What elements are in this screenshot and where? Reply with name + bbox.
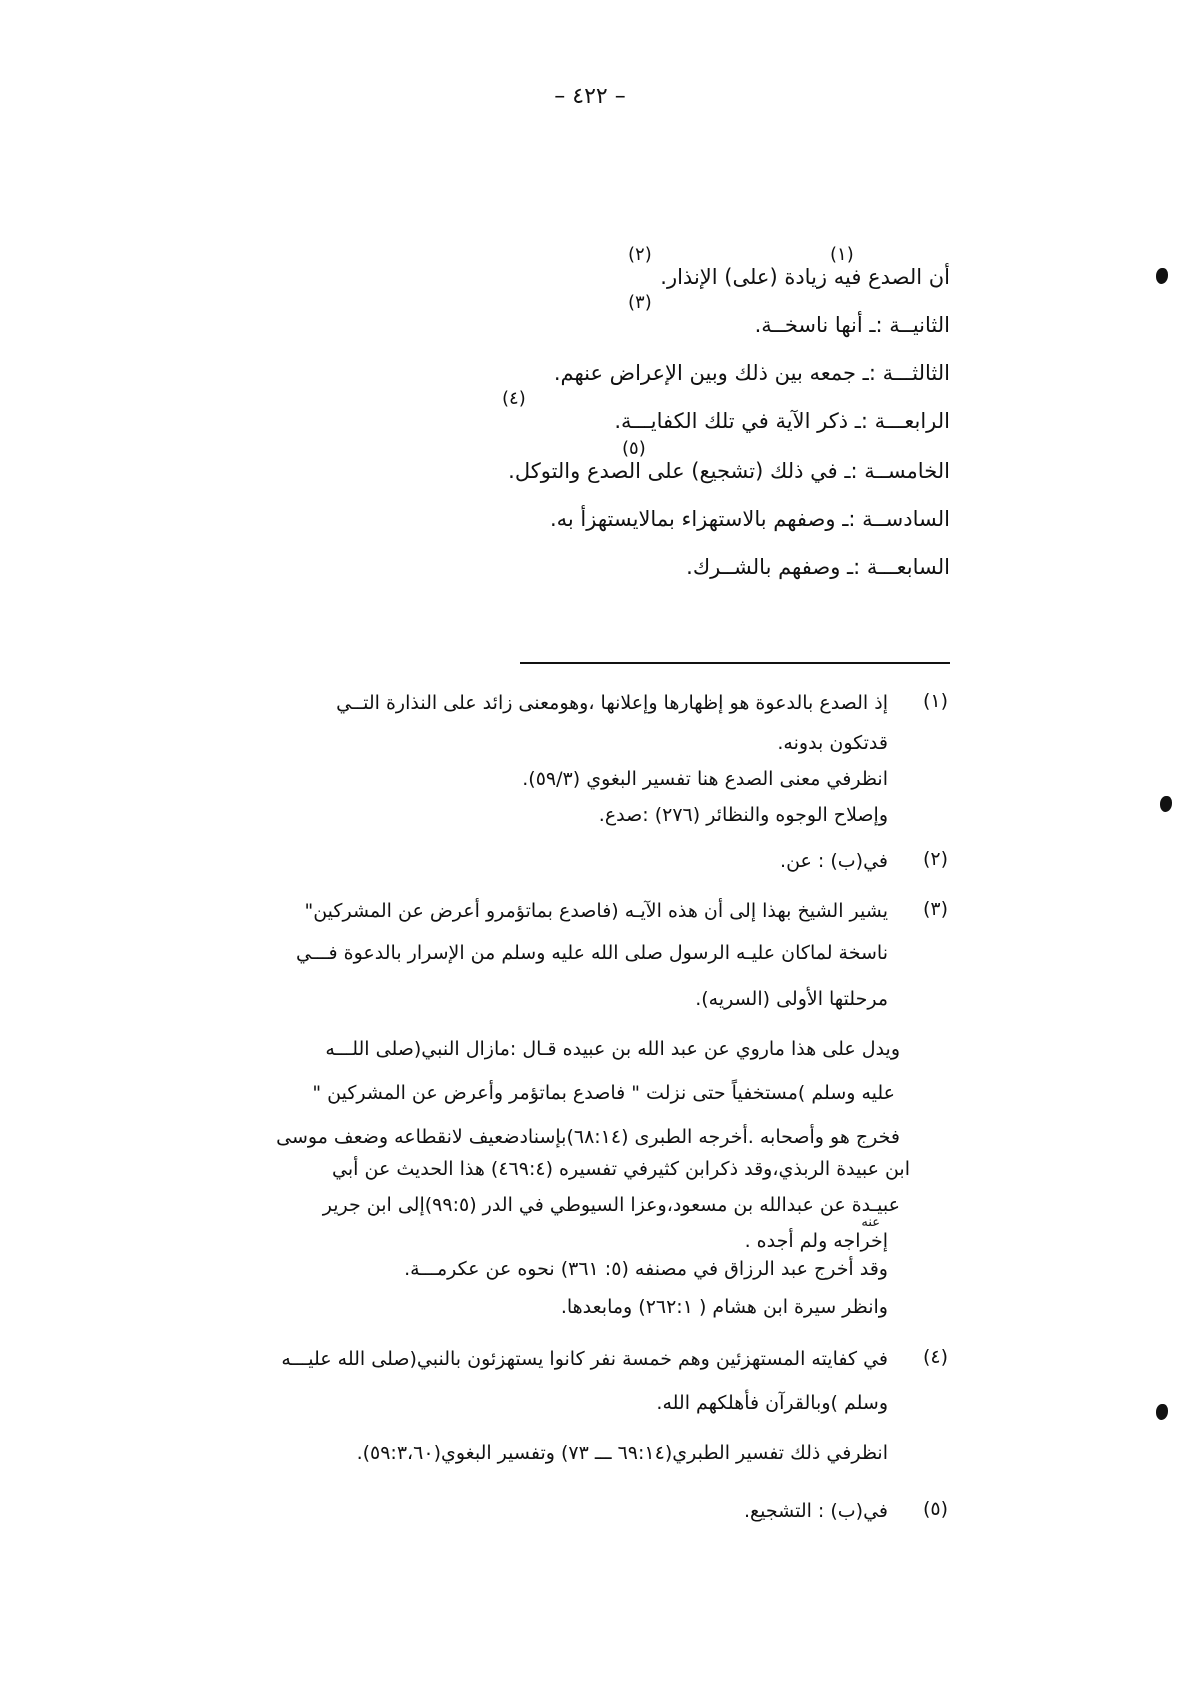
footnote-4-number: (٤) [922,1346,948,1368]
item-fourth [614,406,950,436]
footnote-divider [520,662,950,664]
footnote-5-number: (٥) [922,1498,948,1520]
item-fifth [508,456,950,486]
footnote-1-number: (١) [922,690,948,712]
footnote-1-line: إذ الصدع بالدعوة هو إظهارها وإعلانها ،وهومعنى زائد على النذارة التــي [336,692,888,714]
footnote-3-line: وانظر سيرة ابن هشام ( ٢٦٢:١) ومابعدها. [560,1296,888,1318]
item-text: وصفهم بالاستهزاء بمالايستهزأ به. [549,507,836,531]
footnote-1-line: انظرفي معنى الصدع هنا تفسير البغوي (٥٩/٣). [522,768,888,790]
footnote-3-line: يشير الشيخ بهذا إلى أن هذه الآيـه (فاصدع بماتؤمرو أعرض عن المشركين" [304,900,888,922]
footnote-3-line: إخراجه ولم أجده . [744,1230,888,1252]
item-text: في ذلك (تشجيع) على الصدع والتوكل. [508,459,838,483]
footnote-3-line: ناسخة لماكان عليـه الرسول صلى الله عليه وسلم من الإسرار بالدعوة فـــي [296,942,888,964]
scan-mark [1156,1404,1168,1420]
footnote-3-line: عبيـدة عن عبدالله بن مسعود،وعزا السيوطي في الدر (٩٩:٥)إلى ابن جرير [322,1194,900,1216]
item-label: الثالثـــة :ـ [862,361,950,385]
note-ref-4: (٤) [502,388,526,409]
scan-mark [1156,268,1168,284]
footnote-3-line: ويدل على هذا ماروي عن عبد الله بن عبيده قـال :مازال النبي(صلى اللـــه [325,1038,900,1060]
item-label: السادســة :ـ [842,507,950,531]
note-ref-5: (٥) [622,438,646,459]
note-ref-3: (٣) [628,292,652,313]
item-label: الرابعـــة :ـ [854,409,950,433]
footnote-3-line: وقد أخرج عبد الرزاق في مصنفه (٥: ٣٦١) نحوه عن عكرمـــة. [404,1258,888,1280]
footnote-3-line: مرحلتها الأولى (السريه). [695,988,888,1010]
item-third [554,358,950,388]
item-text: وصفهم بالشــرك. [686,555,841,579]
item-label: الخامســة :ـ [844,459,950,483]
item-seventh [686,552,950,582]
scan-mark [1160,796,1172,812]
note-ref-2: (٢) [628,244,652,265]
item-second [755,310,950,340]
footnote-1-line: قدتكون بدونه. [777,732,888,754]
footnote-3-number: (٣) [922,898,948,920]
item-label: الثانيــة :ـ [869,313,950,337]
footnote-2-number: (٢) [922,848,948,870]
footnote-4-line: انظرفي ذلك تفسير الطبري(٦٩:١٤ ـــ ٧٣) وتفسير البغوي(٥٩:٣،٦٠). [356,1442,888,1464]
footnote-4-line: وسلم )وبالقرآن فأهلكهم الله. [656,1392,888,1414]
note-ref-1: (١) [830,244,854,265]
footnote-1-line: وإصلاح الوجوه والنظائر (٢٧٦) :صدع. [598,804,888,826]
footnote-5-line: في(ب) : التشجيع. [743,1500,888,1522]
footnote-2-line: في(ب) : عن. [780,850,888,872]
item-text: جمعه بين ذلك وبين الإعراض عنهم. [553,361,856,385]
item-sixth [550,504,950,534]
item-text: ذكر الآية في تلك الكفايـــة. [614,409,849,433]
intro-line: أن الصدع فيه زيادة (على) الإنذار. [660,265,950,289]
footnote-3-line: عليه وسلم )مستخفياً حتى نزلت " فاصدع بماتؤمر وأعرض عن المشركين " [312,1082,895,1104]
footnote-4-line: في كفايته المستهزئين وهم خمسة نفر كانوا يستهزئون بالنبي(صلى الله عليـــه [281,1348,888,1370]
margin-note: عنه [861,1215,880,1230]
footnote-3-line: فخرج هو وأصحابه .أخرجه الطبرى (٦٨:١٤)بإسنادضعيف لانقطاعه وضعف موسى [276,1126,900,1148]
item-text: أنها ناسخــة. [754,313,863,337]
page-number: – ٤٢٢ – [554,84,626,109]
item-label: السابعـــة :ـ [847,555,950,579]
footnote-3-line: ابن عبيدة الربذي،وقد ذكرابن كثيرفي تفسيره (٤٦٩:٤) هذا الحديث عن أبي [332,1158,910,1180]
